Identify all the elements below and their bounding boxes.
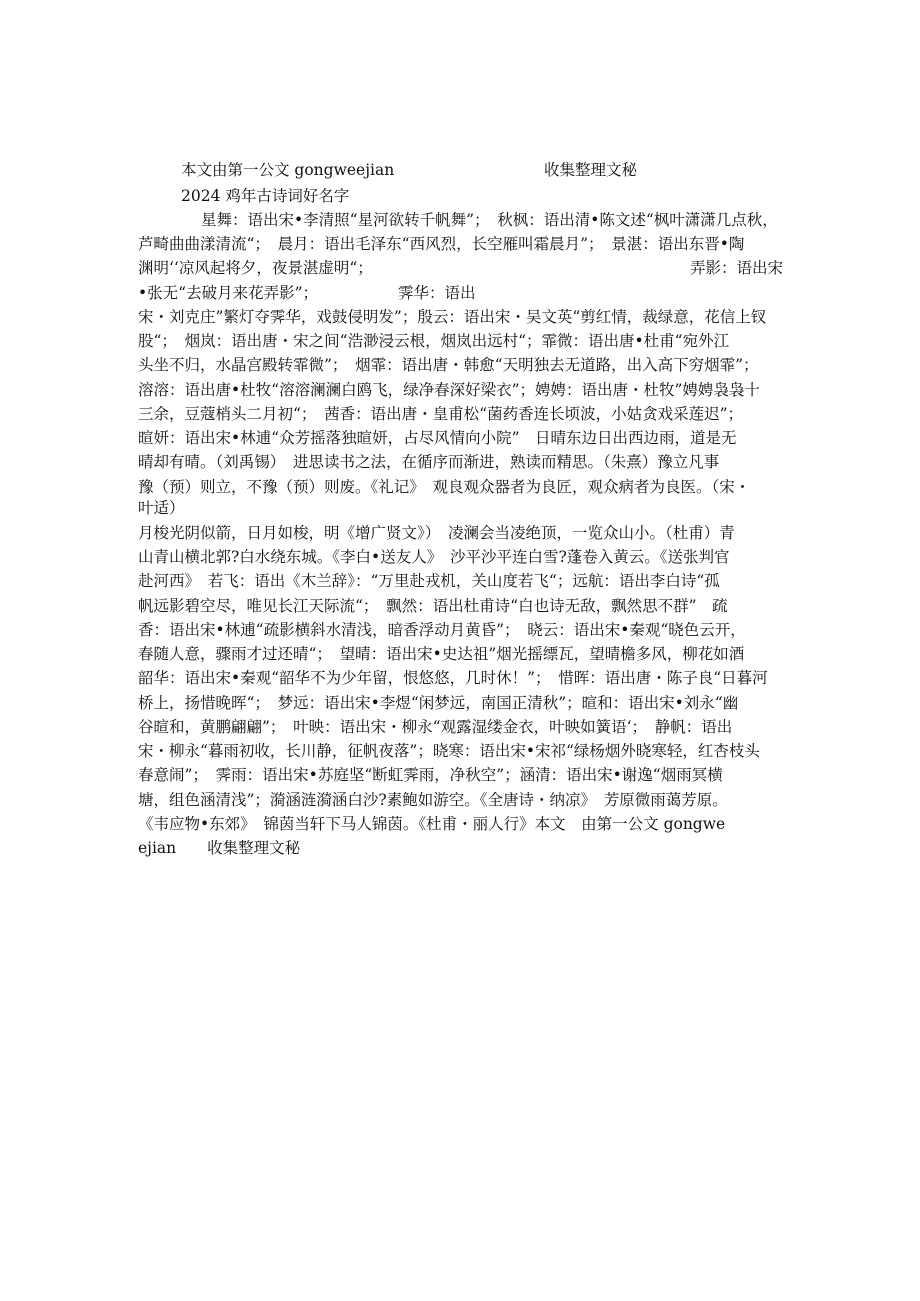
body-line: 星舞：语出宋•李清照“星河欲转千帆舞”； 秋枫：语出清•陈文述“枫叶潇潇几点秋， [201,211,778,229]
body-line: 豫（预）则立，不豫（预）则废。《礼记》 观良观众器者为良匠，观众病者为良医。（宋・ [138,478,751,496]
body-line: 宋・刘克庄”繁灯夺霁华，戏鼓侵明发”；殷云：语出宋・吴文英“剪红情，裁绿意，花信上钗 [138,308,767,326]
document-title: 2024 鸡年古诗词好名字 [181,187,350,205]
body-line: 韶华：语出宋•秦观“韶华不为少年留，恨悠悠，几时休！”； 惜晖：语出唐・陈子良“日暮河 [138,669,768,687]
header-source: 本文由第一公文 gongweejian [181,161,395,179]
body-line: 塘，组色涵清浅”；漪涵涟漪涵白沙?素鲍如游空。《全唐诗・纳凉》 芳原微雨蔼芳原。 [138,791,728,809]
body-line: 桥上，扬惜晚晖“； 梦远：语出宋•李煜“闲梦远，南国正清秋”；暄和：语出宋•刘永“幽 [138,694,739,712]
body-line: 月梭光阴似箭，日月如梭，明《增广贤文》） 凌澜会当凌绝顶，一览众山小。（杜甫）青 [138,524,735,542]
header-collection: 收集整理文秘 [544,161,638,179]
body-line: 香：语出宋•林逋“疏影横斜水清浅，暗香浮动月黄昏”； 晓云：语出宋•秦观“晓色云开， [138,621,746,639]
body-line: 暄妍：语出宋•林逋“众芳摇落独暄妍，占尽风情向小院” 日晴东边日出西边雨，道是无 [138,429,737,447]
body-line: 赴河西》 若飞：语出《木兰辞》：“万里赴戎机，关山度若飞“；远航：语出李白诗“孤 [138,572,720,590]
body-line: 山青山横北郭?白水绕东城。《李白•送友人》 沙平沙平连白雪?蓬卷入黄云。《送张判官 [138,548,730,566]
body-line: 霁华：语出 [398,284,476,302]
body-line: 谷暄和，黄鹏翩翩”； 叶映：语出宋・柳永“观露湿缕金衣，叶映如簧语‘； 静帆：语出 [138,718,733,736]
body-line: 渊明‘‘凉风起将夕，夜景湛虚明“； [138,259,373,277]
body-line: 溶溶：语出唐•杜牧“溶溶澜澜白鸥飞，绿净春深好梁衣”；娉娉：语出唐・杜牧”娉娉袅袅十 [138,381,760,399]
body-line: 股“； 烟岚：语出唐・宋之间“浩渺浸云根，烟岚出远村“；霏微：语出唐•杜甫“宛外江 [138,332,730,350]
body-line: 春随人意，骤雨才过还晴“； 望晴：语出宋•史达祖”烟光摇缥瓦，望晴檐多风，柳花如酒 [138,645,745,663]
body-line: 叶适） [138,499,185,517]
body-line: 春意闹”； 霁雨：语出宋•苏庭坚“断虹霁雨，净秋空”；涵清：语出宋•谢逸“烟雨冥横 [138,766,723,784]
body-line: 弄影：语出宋 [690,259,784,277]
body-line: 宋・柳永“暮雨初收，长川静，征帆夜落”；晓寒：语出宋•宋祁“绿杨烟外晓寒轻，红杏枝头 [138,742,760,760]
body-line: 头坐不归，水晶宫殿转霏微”； 烟霏：语出唐・韩愈“天明独去无道路，出入高下穷烟霏”； [138,356,759,374]
body-line: 芦畸曲曲漾清流“； 晨月：语出毛泽东“西风烈，长空雁叫霜晨月”； 景湛：语出东晋•陶 [138,235,745,253]
body-line: 帆远影碧空尽，唯见长江天际流“； 飘然：语出杜甫诗“白也诗无敌，飘然思不群” 疏 [138,597,728,615]
body-line: ejian 收集整理文秘 [138,839,301,857]
body-line: 晴却有晴。（刘禹锡） 进思读书之法，在循序而渐进，熟读而精思。（朱熹）豫立凡事 [138,453,720,471]
body-line: •张无“去破月来花弄影”； [138,284,318,302]
body-line: 《韦应物•东郊》 锦茵当轩下马人锦茵。《杜甫・丽人行》本文 由第一公文 gongwe [138,815,726,833]
body-line: 三余，豆蔻梢头二月初“； 茜香：语出唐・皇甫松“菌药香连长顷波，小姑贪戏采莲迟”； [138,405,744,423]
